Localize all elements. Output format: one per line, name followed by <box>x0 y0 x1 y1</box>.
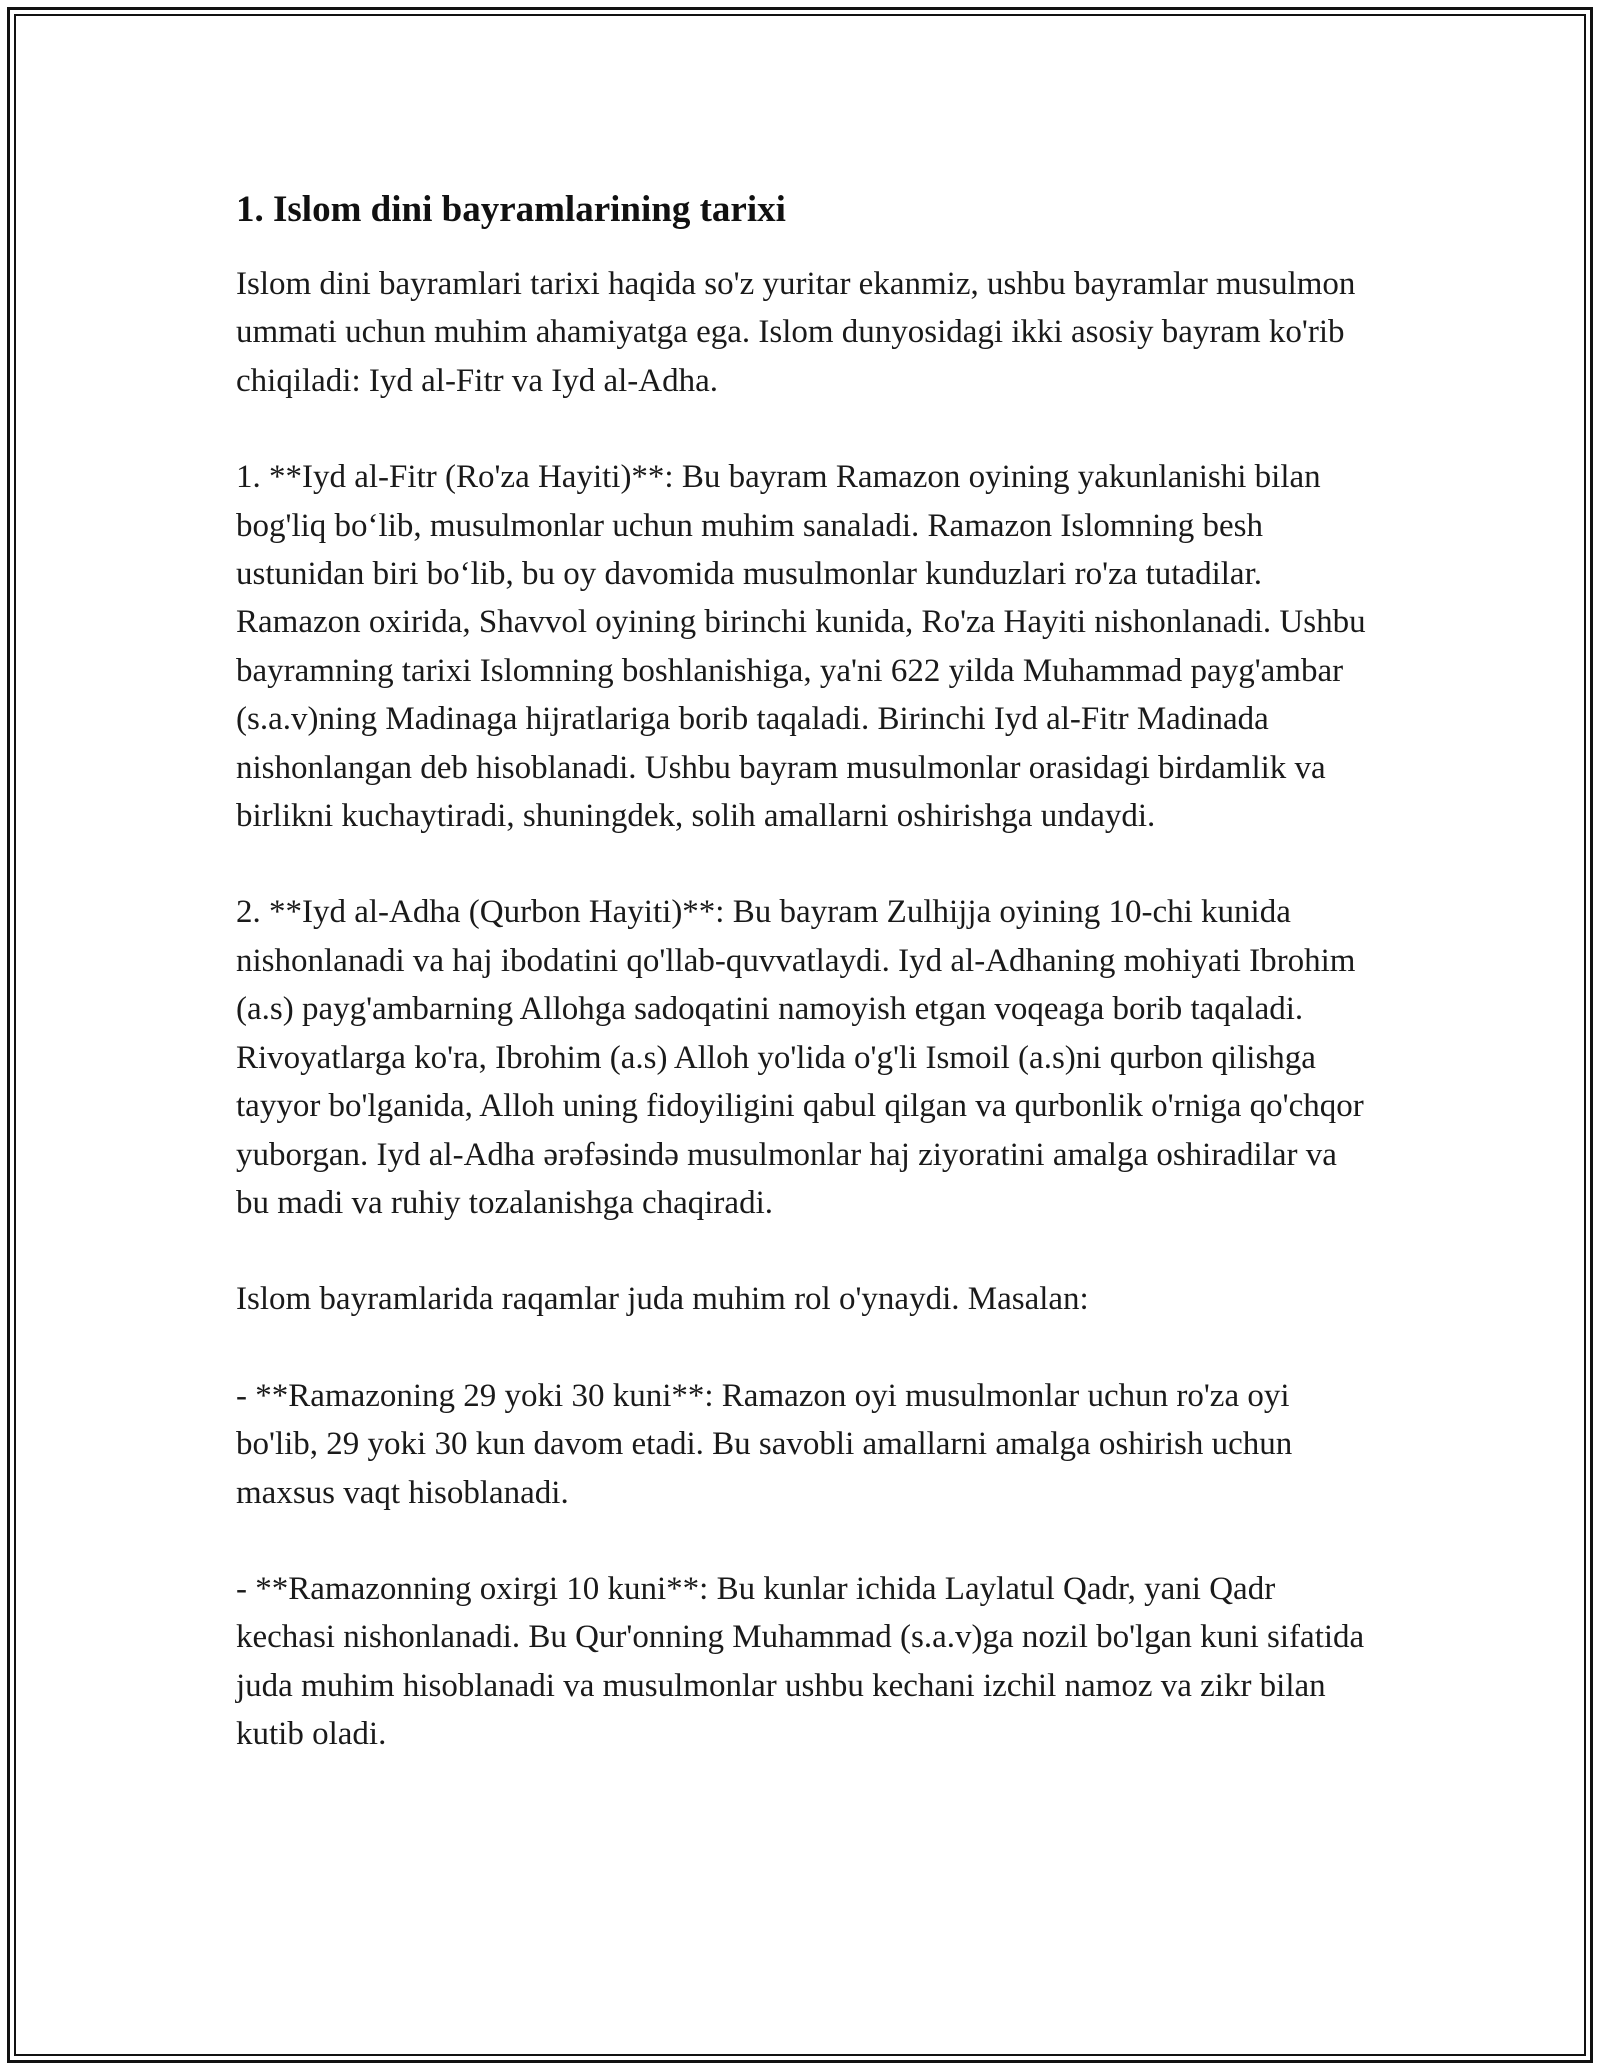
section-heading: 1. Islom dini bayramlarining tarixi <box>236 189 786 230</box>
eid-al-adha-paragraph: 2. **Iyd al-Adha (Qurbon Hayiti)**: Bu bayram Zulhijja oyining 10-chi kunida nishonlanadi va haj ibodatini qo'llab-quvvatlaydi. Iyd al-Adhaning mohiyati Ibrohim (a.s) payg'ambarning Allohga sadoqatini namoyish etgan voqeaga borib taqaladi. Rivoyatlarga ko'ra, Ibrohim (a.s) Alloh yo'lida o'g'li Ismoil (a.s)ni qurbon qilishga tayyor bo'lganida, Alloh uning fidoyiligini qabul qilgan va qurbonlik o'rniga qo'chqor yuborgan. Iyd al-Adha ərəfəsində musulmonlar haj ziyoratini amalga oshiradilar va bu madi va ruhiy tozalanishga chaqiradi. <box>236 894 1364 1221</box>
intro-paragraph: Islom dini bayramlari tarixi haqida so'z yuritar ekanmiz, ushbu bayramlar musulmon ummati uchun muhim ahamiyatga ega. Islom dunyosidagi ikki asosiy bayram ko'rib chiqiladi: Iyd al-Fitr va Iyd al-Adha. <box>236 266 1356 399</box>
last-ten-days-list-item: - **Ramazonning oxirgi 10 kuni**: Bu kunlar ichida Laylatul Qadr, yani Qadr kechasi nishonlanadi. Bu Qur'onning Muhammad (s.a.v)ga nozil bo'lgan kuni sifatida juda muhim hisoblanadi va musulmonlar ushbu kechani izchil namoz va zikr bilan kutib oladi. <box>236 1570 1365 1753</box>
document-body <box>236 186 1376 1807</box>
eid-al-fitr-paragraph: 1. **Iyd al-Fitr (Ro'za Hayiti)**: Bu bayram Ramazon oyining yakunlanishi bilan bog'liq bo‘lib, musulmonlar uchun muhim sanaladi. Ramazon Islomning besh ustunidan biri bo‘lib, bu oy davomida musulmonlar kunduzlari ro'za tutadilar. Ramazon oxirida, Shavvol oyining birinchi kunida, Ro'za Hayiti nishonlanadi. Ushbu bayramning tarixi Islomning boshlanishiga, ya'ni 622 yilda Muhammad payg'ambar (s.a.v)ning Madinaga hijratlariga borib taqaladi. Birinchi Iyd al-Fitr Madinada nishonlangan deb hisoblanadi. Ushbu bayram musulmonlar orasidagi birdamlik va birlikni kuchaytiradi, shuningdek, solih amallarni oshirishga undaydi. <box>236 459 1366 835</box>
numbers-intro-paragraph: Islom bayramlarida raqamlar juda muhim rol o'ynaydi. Masalan: <box>236 1281 1089 1318</box>
ramadan-days-list-item: - **Ramazoning 29 yoki 30 kuni**: Ramazon oyi musulmonlar uchun ro'za oyi bo'lib, 29 yoki 30 kun davom etadi. Bu savobli amallarni amalga oshirish uchun maxsus vaqt hisoblanadi. <box>236 1377 1293 1511</box>
